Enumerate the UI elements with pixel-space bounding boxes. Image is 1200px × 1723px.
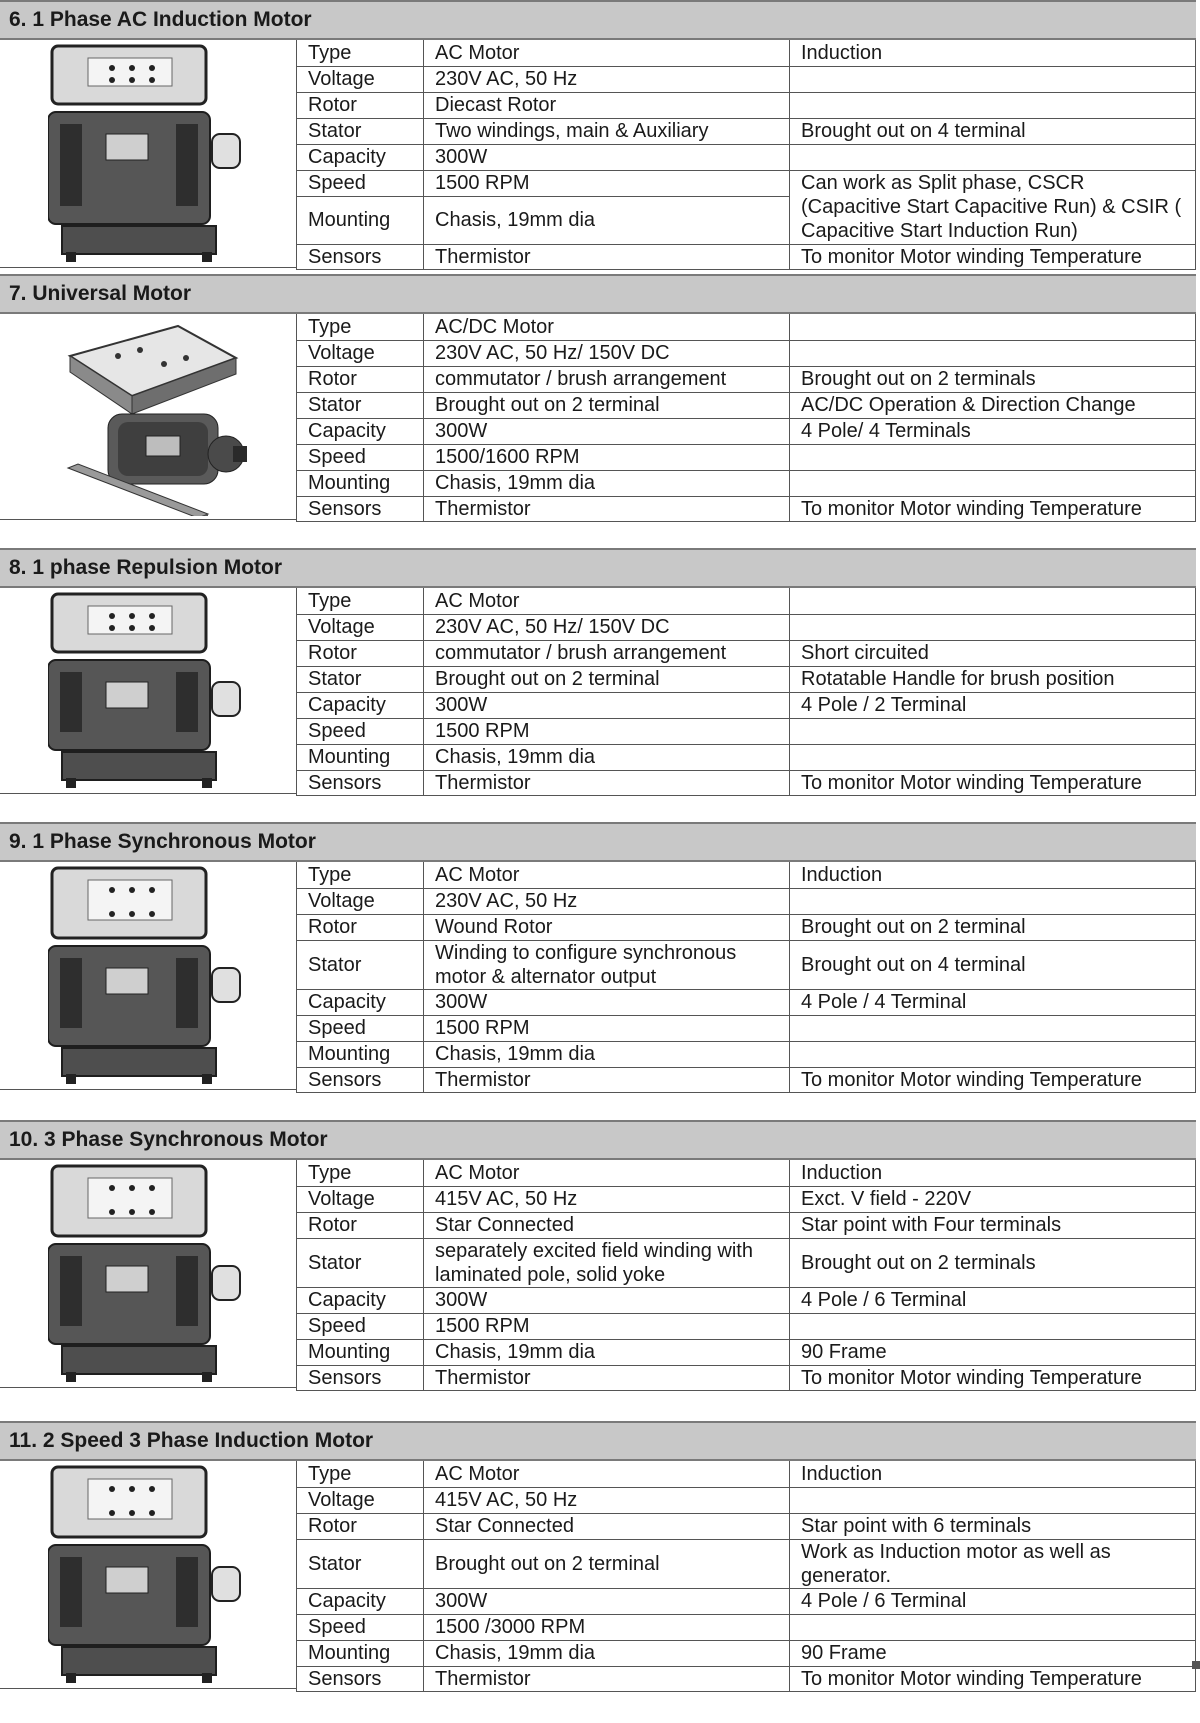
spec-note: Short circuited [790,640,1196,666]
spec-row [297,1067,1196,1092]
spec-note: 4 Pole/ 4 Terminals [790,418,1196,444]
spec-label: Capacity [297,989,424,1015]
spec-value: 300W [424,144,790,170]
spec-note: Induction [790,40,1196,66]
spec-row [297,470,1196,496]
spec-label: Stator [297,940,424,989]
spec-note: 90 Frame [790,1640,1196,1666]
spec-value: 300W [424,1287,790,1313]
spec-row [297,496,1196,521]
spec-label: Stator [297,666,424,692]
spec-note: 90 Frame [790,1339,1196,1365]
spec-row [297,444,1196,470]
spec-value: Star Connected [424,1513,790,1539]
spec-row [297,744,1196,770]
spec-value: 230V AC, 50 Hz/ 150V DC [424,614,790,640]
spec-label: Speed [297,444,424,470]
spec-label: Voltage [297,66,424,92]
spec-row [297,640,1196,666]
spec-row [297,914,1196,940]
spec-note [790,92,1196,118]
spec-value: 1500/1600 RPM [424,444,790,470]
spec-row [297,66,1196,92]
spec-label: Voltage [297,888,424,914]
spec-label: Mounting [297,196,424,244]
spec-value: Thermistor [424,496,790,521]
spec-note [790,588,1196,614]
motor-image [48,1465,248,1685]
spec-label: Capacity [297,692,424,718]
section-bottom-rule [0,1387,296,1388]
spec-row [297,614,1196,640]
spec-label: Sensors [297,1666,424,1691]
spec-value: Wound Rotor [424,914,790,940]
spec-label: Rotor [297,366,424,392]
spec-note: Brought out on 2 terminal [790,914,1196,940]
spec-label: Rotor [297,640,424,666]
spec-note [790,614,1196,640]
motor-image [48,318,248,516]
spec-row [297,940,1196,989]
spec-row [297,1339,1196,1365]
spec-note: Brought out on 4 terminal [790,118,1196,144]
spec-label: Rotor [297,92,424,118]
spec-label: Sensors [297,1365,424,1390]
spec-row [297,692,1196,718]
spec-table [296,862,1196,1093]
spec-value: 300W [424,692,790,718]
spec-label: Capacity [297,418,424,444]
spec-note: Rotatable Handle for brush position [790,666,1196,692]
spec-value: AC/DC Motor [424,314,790,340]
spec-note: 4 Pole / 4 Terminal [790,989,1196,1015]
spec-note: To monitor Motor winding Temperature [790,770,1196,795]
section-title: 10. 3 Phase Synchronous Motor [0,1120,1196,1160]
spec-note [790,1313,1196,1339]
spec-value: 1500 RPM [424,1313,790,1339]
spec-value: 1500 RPM [424,1015,790,1041]
spec-value: 300W [424,418,790,444]
spec-note: To monitor Motor winding Temperature [790,496,1196,521]
spec-note [790,888,1196,914]
spec-value: Brought out on 2 terminal [424,392,790,418]
spec-value: AC Motor [424,588,790,614]
spec-row [297,588,1196,614]
spec-note: To monitor Motor winding Temperature [790,1365,1196,1390]
spec-note [790,718,1196,744]
spec-row [297,666,1196,692]
motor-image [48,44,248,264]
spec-row [297,170,1196,196]
spec-label: Stator [297,1238,424,1287]
spec-label: Rotor [297,1212,424,1238]
spec-table [296,1160,1196,1391]
spec-label: Type [297,40,424,66]
spec-row [297,366,1196,392]
spec-label: Capacity [297,144,424,170]
spec-table [296,40,1196,270]
spec-label: Speed [297,1015,424,1041]
spec-note [790,314,1196,340]
spec-note [790,1015,1196,1041]
spec-label: Speed [297,1313,424,1339]
spec-label: Stator [297,1539,424,1588]
spec-label: Mounting [297,1041,424,1067]
spec-table [296,1461,1196,1692]
spec-value: Brought out on 2 terminal [424,666,790,692]
spec-row [297,1666,1196,1691]
spec-row [297,989,1196,1015]
spec-value: Chasis, 19mm dia [424,196,790,244]
spec-value: Chasis, 19mm dia [424,1339,790,1365]
spec-value: Thermistor [424,770,790,795]
spec-row [297,1365,1196,1390]
spec-row [297,1238,1196,1287]
spec-note: To monitor Motor winding Temperature [790,1067,1196,1092]
spec-note: Induction [790,1461,1196,1487]
spec-row [297,1487,1196,1513]
spec-label: Type [297,1160,424,1186]
spec-value: commutator / brush arrangement [424,366,790,392]
spec-value: Winding to configure synchronous motor & alternator output [424,940,790,989]
spec-value: commutator / brush arrangement [424,640,790,666]
spec-note: Star point with Four terminals [790,1212,1196,1238]
spec-note: Induction [790,862,1196,888]
spec-value: Chasis, 19mm dia [424,1041,790,1067]
spec-row [297,244,1196,269]
section-bottom-rule [0,1089,296,1090]
spec-table [296,314,1196,522]
spec-label: Voltage [297,1186,424,1212]
spec-value: 1500 /3000 RPM [424,1614,790,1640]
spec-label: Stator [297,392,424,418]
spec-label: Rotor [297,1513,424,1539]
spec-label: Mounting [297,470,424,496]
section-bottom-rule [0,267,296,268]
spec-value: AC Motor [424,1461,790,1487]
spec-label: Rotor [297,914,424,940]
section-bottom-rule [0,793,296,794]
spec-note [790,1614,1196,1640]
spec-label: Voltage [297,614,424,640]
spec-label: Sensors [297,770,424,795]
spec-row [297,1513,1196,1539]
spec-label: Speed [297,1614,424,1640]
spec-label: Capacity [297,1287,424,1313]
spec-row [297,1588,1196,1614]
spec-row [297,1461,1196,1487]
spec-row [297,144,1196,170]
spec-note [790,340,1196,366]
spec-label: Mounting [297,1339,424,1365]
spec-note [790,744,1196,770]
spec-value: 230V AC, 50 Hz [424,888,790,914]
spec-note [790,66,1196,92]
spec-value: 415V AC, 50 Hz [424,1487,790,1513]
spec-row [297,1640,1196,1666]
spec-note [790,444,1196,470]
spec-label: Voltage [297,1487,424,1513]
spec-value: Chasis, 19mm dia [424,1640,790,1666]
spec-note: Brought out on 2 terminals [790,366,1196,392]
spec-label: Stator [297,118,424,144]
spec-value: Chasis, 19mm dia [424,744,790,770]
motor-image [48,866,248,1086]
section-bottom-rule [0,519,296,520]
section-title: 8. 1 phase Repulsion Motor [0,548,1196,588]
spec-value: 415V AC, 50 Hz [424,1186,790,1212]
spec-value: Thermistor [424,1666,790,1691]
spec-row [297,1539,1196,1588]
spec-value: 300W [424,989,790,1015]
section-title: 11. 2 Speed 3 Phase Induction Motor [0,1421,1196,1461]
spec-value: AC Motor [424,40,790,66]
spec-note [790,144,1196,170]
spec-note: Brought out on 2 terminals [790,1238,1196,1287]
section-bottom-rule [0,1688,296,1689]
spec-value: 1500 RPM [424,170,790,196]
spec-note: To monitor Motor winding Temperature [790,244,1196,269]
spec-row [297,418,1196,444]
spec-label: Mounting [297,1640,424,1666]
spec-row [297,888,1196,914]
spec-label: Sensors [297,1067,424,1092]
spec-label: Speed [297,170,424,196]
spec-value: AC Motor [424,1160,790,1186]
spec-row [297,862,1196,888]
spec-value: 300W [424,1588,790,1614]
spec-value: Chasis, 19mm dia [424,470,790,496]
spec-value: AC Motor [424,862,790,888]
spec-table [296,588,1196,796]
spec-row [297,1160,1196,1186]
spec-row [297,1186,1196,1212]
motor-image [48,1164,248,1384]
spec-value: 230V AC, 50 Hz/ 150V DC [424,340,790,366]
spec-note [790,1041,1196,1067]
spec-label: Type [297,314,424,340]
spec-note: Work as Induction motor as well as generator. [790,1539,1196,1588]
spec-label: Capacity [297,1588,424,1614]
spec-row [297,314,1196,340]
spec-note [790,1487,1196,1513]
spec-note: Exct. V field - 220V [790,1186,1196,1212]
spec-note: 4 Pole / 6 Terminal [790,1287,1196,1313]
spec-row [297,718,1196,744]
spec-value: Two windings, main & Auxiliary [424,118,790,144]
spec-note: Can work as Split phase, CSCR (Capacitive Start Capacitive Run) & CSIR ( Capacitive Start Induction Run) [790,170,1196,244]
spec-note: Brought out on 4 terminal [790,940,1196,989]
spec-note: 4 Pole / 2 Terminal [790,692,1196,718]
spec-note: Induction [790,1160,1196,1186]
spec-label: Speed [297,718,424,744]
section-title: 9. 1 Phase Synchronous Motor [0,822,1196,862]
spec-label: Voltage [297,340,424,366]
section-title: 7. Universal Motor [0,274,1196,314]
spec-value: Thermistor [424,1067,790,1092]
page-edge-mark [1192,1661,1200,1669]
spec-value: separately excited field winding with laminated pole, solid yoke [424,1238,790,1287]
spec-value: Star Connected [424,1212,790,1238]
spec-value: 1500 RPM [424,718,790,744]
spec-label: Type [297,588,424,614]
spec-value: 230V AC, 50 Hz [424,66,790,92]
spec-row [297,118,1196,144]
spec-row [297,1614,1196,1640]
spec-note: Star point with 6 terminals [790,1513,1196,1539]
spec-row [297,1212,1196,1238]
motor-image [48,592,248,790]
spec-label: Sensors [297,496,424,521]
spec-note [790,470,1196,496]
spec-label: Type [297,862,424,888]
spec-row [297,770,1196,795]
spec-row [297,340,1196,366]
spec-note: 4 Pole / 6 Terminal [790,1588,1196,1614]
spec-row [297,1015,1196,1041]
spec-value: Brought out on 2 terminal [424,1539,790,1588]
spec-label: Type [297,1461,424,1487]
spec-value: Thermistor [424,1365,790,1390]
spec-row [297,1287,1196,1313]
spec-note: AC/DC Operation & Direction Change [790,392,1196,418]
spec-note: To monitor Motor winding Temperature [790,1666,1196,1691]
spec-label: Mounting [297,744,424,770]
spec-value: Diecast Rotor [424,92,790,118]
spec-value: Thermistor [424,244,790,269]
spec-row [297,392,1196,418]
spec-row [297,1041,1196,1067]
spec-row [297,92,1196,118]
section-title: 6. 1 Phase AC Induction Motor [0,0,1196,40]
spec-row [297,40,1196,66]
spec-label: Sensors [297,244,424,269]
spec-row [297,1313,1196,1339]
